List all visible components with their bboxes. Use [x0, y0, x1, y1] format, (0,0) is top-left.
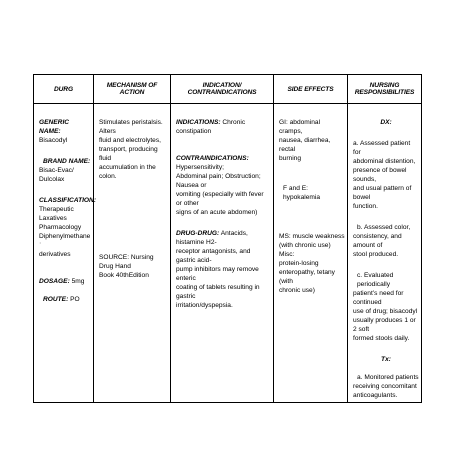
contraindications-line-3: vomiting (especially with fever or other: [176, 191, 264, 207]
drug-drug-value: Antacids, histamine H2-: [176, 230, 248, 246]
drug-drug-line-4: coating of tablets resulting in gastric: [176, 284, 260, 300]
nursing-c-4: usually produces 1 or 2 soft: [353, 317, 416, 333]
nursing-c-3: use of drug; bisacodyl: [353, 308, 418, 315]
contraindications-line-4: signs of an acute abdomen): [176, 209, 258, 216]
header-indications: INDICATION/ CONTRAINDICATIONS: [171, 75, 274, 104]
nursing-tx-a-2: receiving concomitant: [353, 383, 417, 390]
side-effects-cell: [274, 104, 348, 403]
header-mechanism: MECHANISM OF ACTION: [94, 75, 171, 104]
side-effect-gi-1: GI: abdominal cramps,: [279, 119, 321, 135]
drug-study-table: [33, 74, 422, 403]
nursing-c-2: patient’s need for continued: [353, 290, 404, 306]
classification-line-4: derivatives: [39, 251, 71, 258]
drug-cell: [34, 104, 97, 403]
mechanism-line-4: accumulation in the colon.: [99, 164, 156, 180]
nursing-a-3: presence of bowel sounds,: [353, 167, 407, 183]
table-row: [34, 104, 422, 403]
header-nursing: NURSING RESPONSIBILITIES: [348, 75, 422, 104]
nursing-b-1: b. Assessed color,: [357, 224, 411, 231]
nursing-a-2: abdominal distention,: [353, 158, 416, 165]
nursing-a-1: a. Assessed patient for: [353, 140, 411, 156]
classification-mark: ˈ: [39, 242, 42, 249]
generic-name-label: GENERIC NAME:: [39, 119, 70, 135]
indications-cell: [171, 104, 274, 403]
side-effect-ms-2: (with chronic use) Misc:: [279, 242, 331, 258]
side-effect-fe: F and E: hypokalemia: [283, 185, 321, 201]
brand-name-label: BRAND NAME:: [43, 158, 91, 165]
contraindications-value: Hypersensitivity;: [176, 164, 225, 171]
nursing-b-2: consistency, and amount of: [353, 233, 402, 249]
dosage-value: 5mg: [71, 278, 85, 285]
source-line-1: SOURCE: Nursing Drug Hand: [99, 254, 154, 270]
nursing-tx-a-3: anticoagulants.: [353, 392, 398, 399]
nursing-cell: [348, 104, 422, 403]
mechanism-line-1: Stimulates peristalsis. Alters: [99, 119, 163, 135]
table-header-row: [34, 75, 422, 104]
nursing-tx-a-1: a. Monitored patients: [357, 374, 419, 381]
contraindications-label: CONTRAINDICATIONS:: [176, 155, 249, 162]
nursing-c-5: formed stools daily.: [353, 335, 410, 342]
nursing-a-4: and usual pattern of bowel: [353, 185, 412, 201]
route-value: PO: [70, 296, 80, 303]
dosage-label: DOSAGE:: [39, 278, 70, 285]
dx-label: DX:: [380, 119, 392, 126]
drug-drug-line-3: pump inhibitors may remove enteric: [176, 266, 259, 282]
source-line-2: Book 40thEdition: [99, 272, 149, 279]
mechanism-line-3: transport, producing fluid: [99, 146, 158, 162]
classification-label: CLASSIFICATION:: [39, 197, 97, 204]
indications-label: INDICATIONS:: [176, 119, 221, 126]
classification-line-2: Pharmacology: [39, 224, 82, 231]
header-drug: DURG: [34, 75, 94, 104]
side-effect-ms-5: chronic use): [279, 287, 315, 294]
generic-name-value: Bisacodyl: [39, 137, 68, 144]
side-effect-gi-3: burning: [279, 155, 301, 162]
brand-name-value: Bisac-Evac/ Dulcolax: [39, 167, 74, 183]
nursing-b-3: stool produced.: [353, 251, 399, 258]
side-effect-ms-4: enteropathy, tetany (with: [279, 269, 335, 285]
drug-drug-line-5: irritation/dyspepsia.: [176, 302, 233, 309]
header-side-effects: SIDE EFFECTS: [274, 75, 348, 104]
contraindications-line-2: Abdominal pain; Obstruction; Nausea or: [176, 173, 261, 189]
route-label: ROUTE:: [43, 296, 69, 303]
mechanism-line-2: fluid and electrolytes,: [99, 137, 161, 144]
side-effect-ms-3: protein-losing: [279, 260, 319, 267]
nursing-a-5: function.: [353, 203, 378, 210]
drug-drug-line-2: receptor antagonists, and gastric acid-: [176, 248, 251, 264]
indications-value: Chronic constipation: [176, 119, 246, 135]
mechanism-cell: [94, 104, 171, 403]
classification-line-1: Therapeutic Laxatives: [39, 206, 74, 222]
side-effect-gi-2: nausea, diarrhea, rectal: [279, 137, 331, 153]
drug-drug-label: DRUG-DRUG:: [176, 230, 220, 237]
nursing-c-1: c. Evaluated periodically: [357, 272, 394, 288]
side-effect-ms-1: MS: muscle weakness: [279, 233, 345, 240]
classification-line-3: Diphenylmethane: [39, 233, 91, 240]
tx-label: Tx:: [381, 356, 391, 363]
